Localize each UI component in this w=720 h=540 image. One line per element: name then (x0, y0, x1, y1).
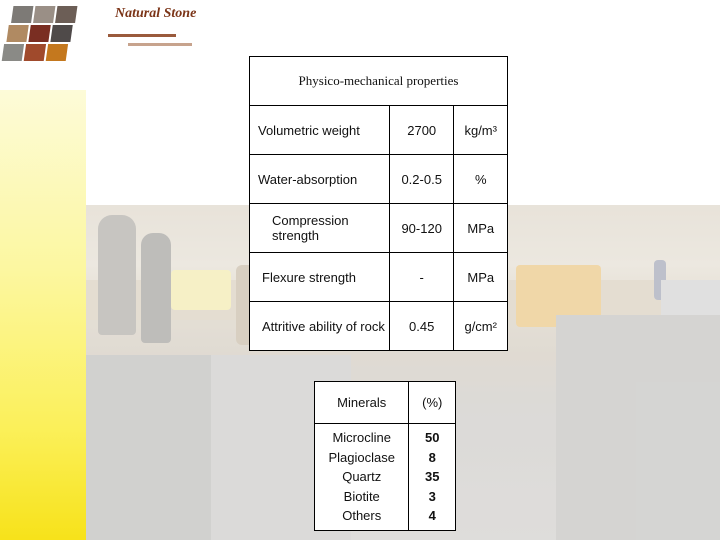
yellow-side-band (0, 90, 86, 540)
property-unit: MPa (454, 204, 508, 253)
minerals-header-percent: (%) (409, 382, 456, 424)
brand-title: Natural Stone (115, 6, 197, 21)
properties-table (249, 56, 508, 351)
property-unit: kg/m³ (454, 106, 508, 155)
property-value: 0.2-0.5 (389, 155, 454, 204)
table-row (250, 253, 508, 302)
mineral-percent: 8 (428, 449, 436, 465)
property-unit: % (454, 155, 508, 204)
property-value: 2700 (389, 106, 454, 155)
property-name: Volumetric weight (250, 106, 390, 155)
property-value: 90-120 (389, 204, 454, 253)
property-value: 0.45 (389, 302, 454, 351)
mineral-name: Quartz (342, 469, 382, 484)
mineral-percent: 50 (425, 430, 440, 445)
title-underline-secondary (128, 43, 192, 46)
property-name: Flexure strength (250, 253, 390, 302)
title-underline (108, 34, 176, 37)
property-name: Attritive ability of rock (250, 302, 390, 351)
minerals-table-header (315, 382, 456, 424)
property-unit: MPa (454, 253, 508, 302)
property-unit: g/cm² (454, 302, 508, 351)
table-row (250, 106, 508, 155)
mineral-percent: 3 (428, 488, 436, 504)
properties-table-title: Physico-mechanical properties (250, 57, 508, 106)
property-name: Compression strength (250, 204, 390, 253)
mineral-percent: 4 (428, 508, 436, 523)
minerals-list-row (315, 424, 456, 531)
table-row (250, 155, 508, 204)
minerals-table (314, 381, 456, 531)
mineral-name: Biotite (343, 488, 380, 504)
mineral-percent: 35 (425, 469, 440, 484)
mineral-name: Microcline (332, 430, 391, 445)
table-row (250, 302, 508, 351)
mineral-name: Plagioclase (328, 449, 395, 465)
property-value: - (389, 253, 454, 302)
stone-cubes-logo-icon (0, 0, 87, 72)
minerals-header-name: Minerals (315, 382, 409, 424)
table-row (250, 204, 508, 253)
property-name: Water-absorption (250, 155, 390, 204)
mineral-name: Others (342, 508, 382, 523)
